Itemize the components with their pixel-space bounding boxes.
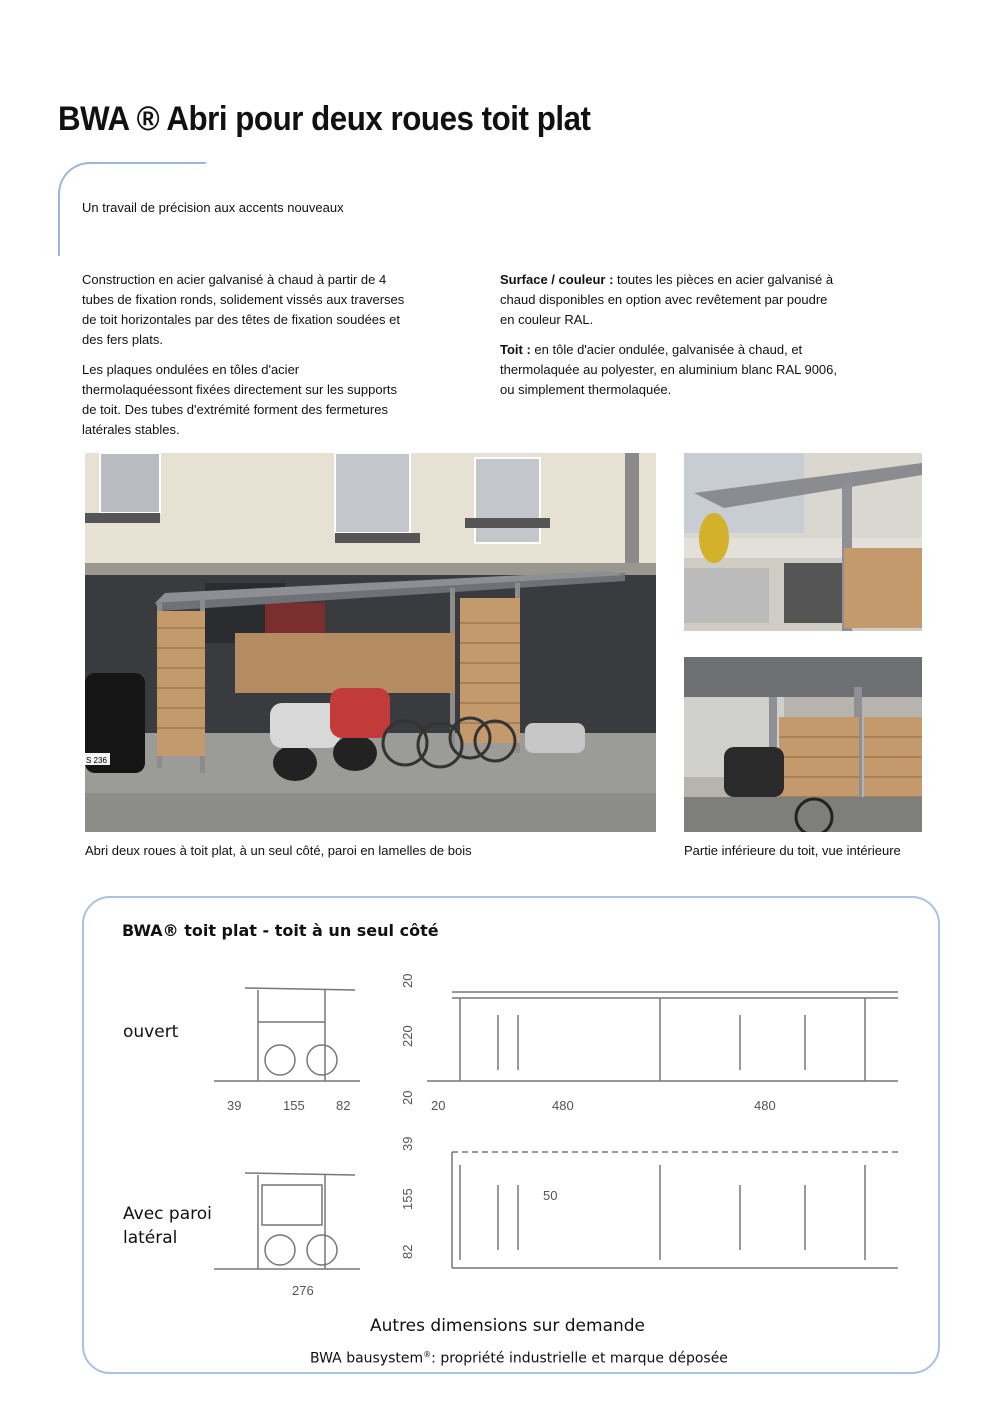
surface-text: toutes les pièces en acier galvanisé à chaud disponibles en option avec revêtement par poudre en couleur RAL. — [500, 272, 834, 327]
dim-plan-39: 39 — [400, 1136, 415, 1151]
description-right-column — [500, 270, 840, 410]
dim-front-155: 155 — [283, 1098, 305, 1113]
roof-paragraph — [500, 340, 840, 400]
car-plate: S 236 — [86, 756, 107, 765]
roof-text: en tôle d'acier ondulée, galvanisée à chaud, et thermolaquée au polyester, en aluminium blanc RAL 9006, ou simplement thermolaquée. — [500, 342, 838, 397]
description-left-column — [82, 270, 412, 450]
roof-label: Toit : — [500, 342, 531, 357]
dim-side-276: 276 — [292, 1283, 314, 1298]
footer-text: : propriété industrielle et marque déposée — [431, 1350, 728, 1367]
plates-paragraph: Les plaques ondulées en tôles d'acier thermolaquéessont fixées directement sur les supports de toit. Des tubes d'extrémité forment des fermetures latérales stables. — [82, 362, 398, 437]
side-photo-caption: Partie inférieure du toit, vue intérieure — [684, 843, 901, 858]
dim-long-20: 20 — [431, 1098, 446, 1113]
shelter-technical-drawing — [200, 960, 920, 1310]
other-dimensions-note: Autres dimensions sur demande — [370, 1316, 646, 1336]
dim-plan-50: 50 — [543, 1188, 558, 1203]
main-shelter-photo — [85, 453, 656, 832]
dim-vertical-220: 220 — [400, 1025, 415, 1047]
dim-front-39: 39 — [227, 1098, 242, 1113]
label-side-line-2: latéral — [123, 1228, 178, 1248]
construction-paragraph: Construction en acier galvanisé à chaud à partir de 4 tubes de fixation ronds, solidement vissés aux traverses de toit horizontales par des têtes de fixation soudées et des fers plats. — [82, 272, 405, 347]
page-subtitle: Un travail de précision aux accents nouveaux — [82, 200, 344, 215]
roof-detail-photo — [684, 453, 922, 631]
dim-vertical-20-top: 20 — [400, 973, 415, 988]
interior-roof-photo — [684, 657, 922, 832]
dim-plan-82: 82 — [400, 1244, 415, 1259]
page-title: BWA ® Abri pour deux roues toit plat — [58, 100, 591, 138]
label-side-line-1: Avec paroi — [123, 1204, 212, 1224]
trademark-footer — [310, 1350, 728, 1367]
dim-front-82: 82 — [336, 1098, 351, 1113]
dim-plan-155: 155 — [400, 1188, 415, 1210]
main-photo-caption: Abri deux roues à toit plat, à un seul côté, paroi en lamelles de bois — [85, 843, 472, 858]
label-open: ouvert — [123, 1022, 179, 1042]
footer-registered-mark: ® — [423, 1350, 432, 1359]
drawing-title: BWA® toit plat - toit à un seul côté — [122, 921, 439, 940]
footer-brand: BWA bausystem — [310, 1350, 424, 1367]
dim-vertical-20-bottom: 20 — [400, 1090, 415, 1105]
dim-long-480-b: 480 — [754, 1098, 776, 1113]
dim-long-480-a: 480 — [552, 1098, 574, 1113]
surface-label: Surface / couleur : — [500, 272, 614, 287]
surface-paragraph — [500, 270, 840, 330]
